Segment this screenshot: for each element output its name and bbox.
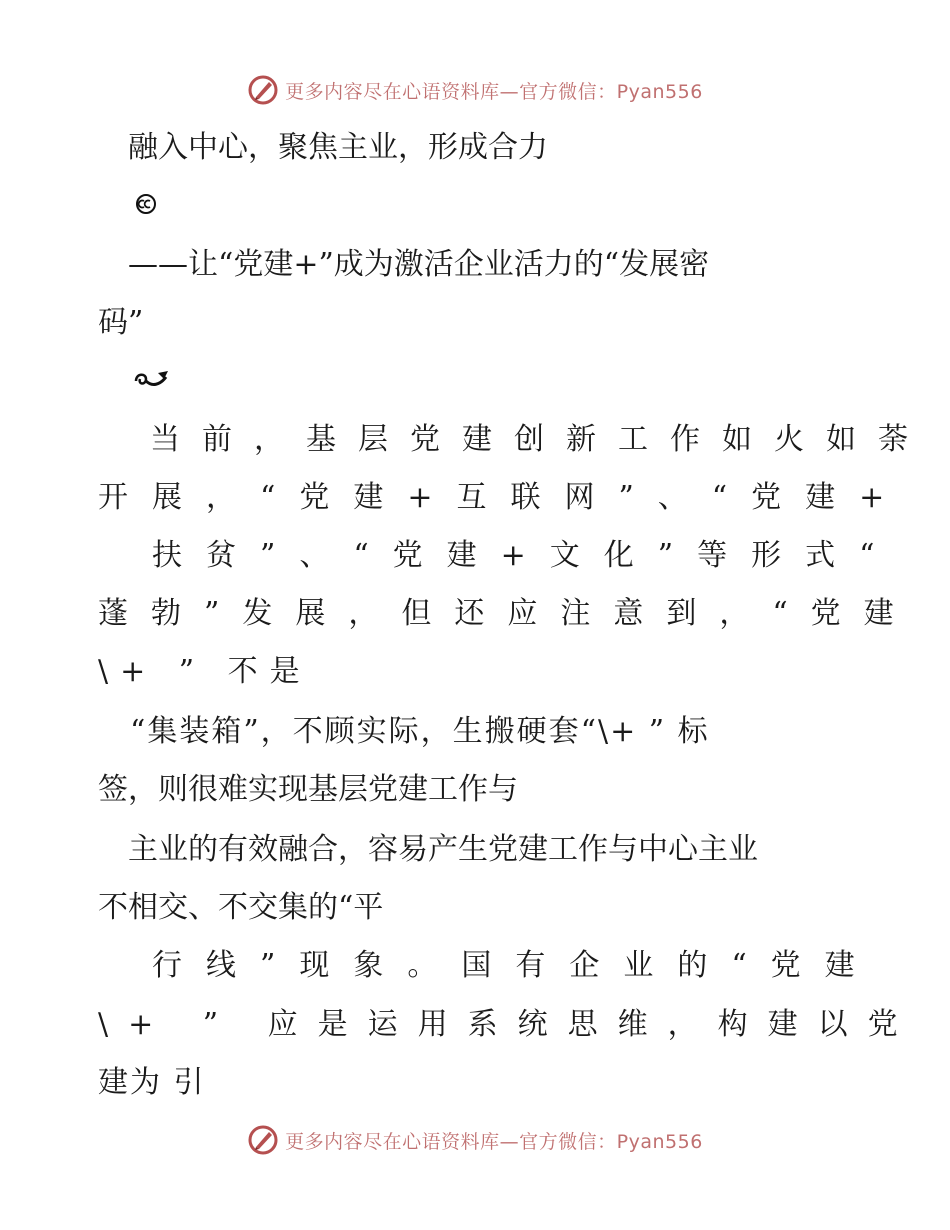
watermark-text: 更多内容尽在心语资料库—官方微信：Pyan556 [285, 80, 703, 103]
paragraph-line: 不相交、不交集的“平 [98, 890, 384, 925]
doc-subtitle-line: ——让“党建+”成为激活企业活力的“发展密 [98, 247, 710, 282]
paragraph-line: 签，则很难实现基层党建工作与 [98, 772, 518, 807]
paragraph-line: “集装箱”，不顾实际，生搬硬套“\+ ” 标 [98, 714, 710, 749]
paragraph-line: 建为 引 [98, 1065, 206, 1100]
doc-title-line: 融入中心，聚焦主业，形成合力 [98, 130, 548, 165]
fleuron-icon [132, 366, 172, 398]
copyright-like-icon [135, 190, 157, 222]
paragraph-line: 开展，“党建+互联网”、“党建+ [98, 480, 909, 515]
paragraph-line: 当前，基层党建创新工作如火如荼 [98, 422, 930, 457]
pen-seal-icon [247, 74, 279, 106]
paragraph-line: \+ ” 应是运用系统思维，构建以党 [98, 1007, 918, 1042]
paragraph-line: \+ ” 不是 [98, 654, 312, 689]
paragraph-line: 扶贫”、“党建+文化”等形式“ [98, 538, 899, 573]
doc-subtitle-tail: 码” [98, 305, 144, 340]
header-watermark [0, 70, 950, 110]
footer-watermark [0, 1120, 950, 1160]
paragraph-line: 蓬勃”发展，但还应注意到，“党建 [98, 596, 917, 631]
paragraph-line: 主业的有效融合，容易产生党建工作与中心主业 [98, 832, 758, 867]
paragraph-line: 行线”现象。国有企业的“党建 [98, 948, 879, 983]
watermark-text: 更多内容尽在心语资料库—官方微信：Pyan556 [285, 1130, 703, 1153]
pen-seal-icon [247, 1124, 279, 1156]
